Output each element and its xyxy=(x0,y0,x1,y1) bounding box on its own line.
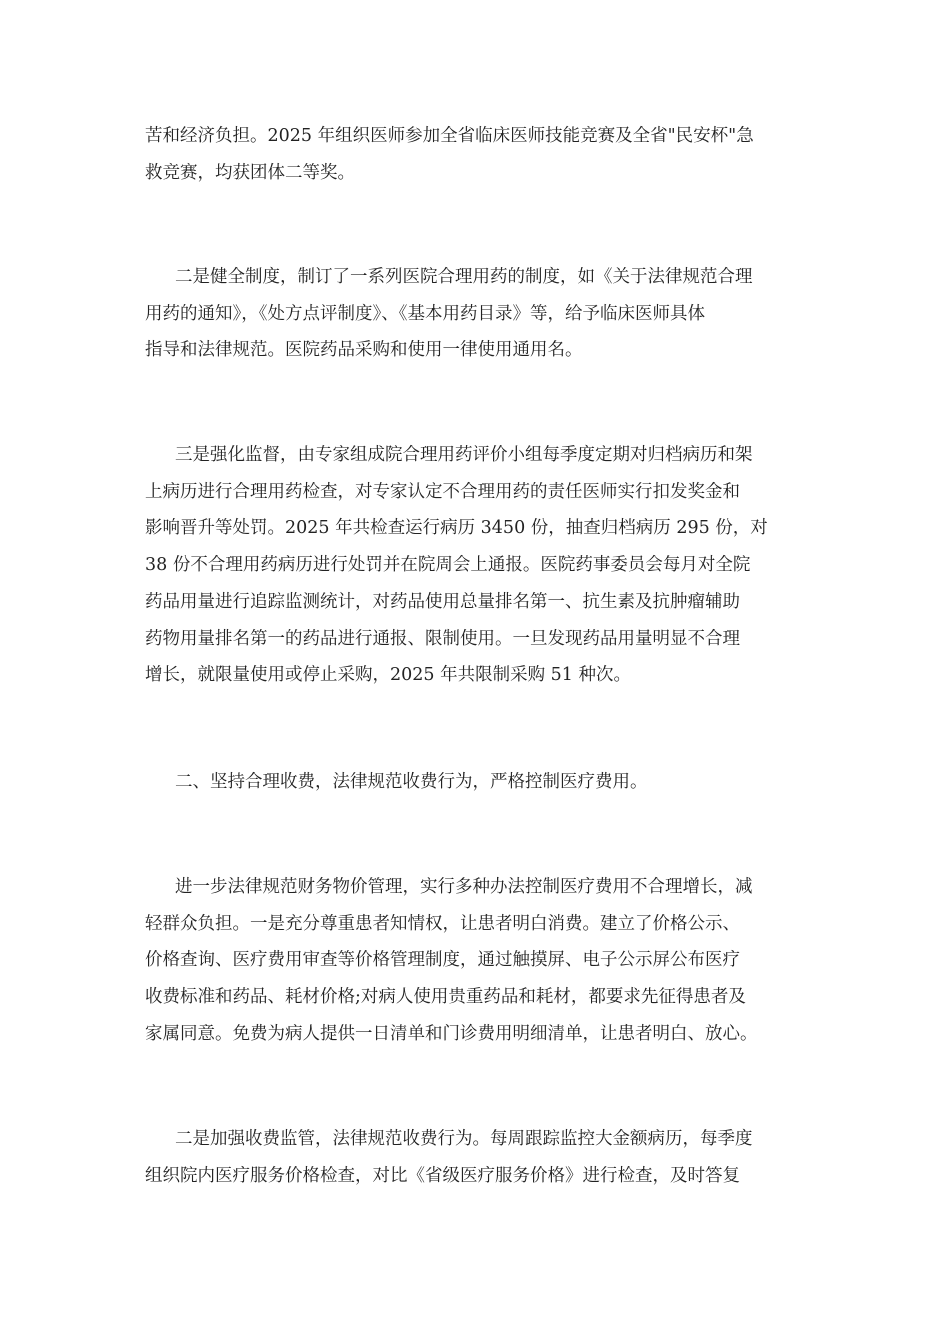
paragraph-2 xyxy=(145,259,810,369)
text-line: 二是加强收费监管，法律规范收费行为。每周跟踪监控大金额病历，每季度 xyxy=(175,1129,753,1149)
text-line: 组织院内医疗服务价格检查，对比《省级医疗服务价格》进行检查，及时答复 xyxy=(145,1165,740,1186)
text-line: 轻群众负担。一是充分尊重患者知情权，让患者明白消费。建立了价格公示、 xyxy=(145,913,740,934)
text-line: 影响晋升等处罚。2025 年共检查运行病历 3450 份，抽查归档病历 295 份，对 xyxy=(145,518,768,539)
paragraph-3 xyxy=(145,437,810,694)
text-line: 上病历进行合理用药检查，对专家认定不合理用药的责任医师实行扣发奖金和 xyxy=(145,481,740,502)
text-line: 用药的通知》，《处方点评制度》、《基本用药目录》等，给予临床医师具体 xyxy=(145,303,705,324)
text-line: 增长，就限量使用或停止采购，2025 年共限制采购 51 种次。 xyxy=(145,665,631,686)
text-line: 二、坚持合理收费，法律规范收费行为，严格控制医疗费用。 xyxy=(175,772,648,792)
text-line: 38 份不合理用药病历进行处罚并在院周会上通报。医院药事委员会每月对全院 xyxy=(145,555,751,576)
text-line: 指导和法律规范。医院药品采购和使用一律使用通用名。 xyxy=(145,340,583,361)
section-heading xyxy=(145,764,810,801)
paragraph-1 xyxy=(145,118,810,191)
text-line: 家属同意。免费为病人提供一日清单和门诊费用明细清单，让患者明白、放心。 xyxy=(145,1023,758,1044)
text-line: 三是强化监督，由专家组成院合理用药评价小组每季度定期对归档病历和架 xyxy=(175,445,753,465)
text-line: 二是健全制度，制订了一系列医院合理用药的制度，如《关于法律规范合理 xyxy=(175,267,753,287)
text-line: 苦和经济负担。2025 年组织医师参加全省临床医师技能竞赛及全省"民安杯"急 xyxy=(145,126,754,146)
paragraph-5 xyxy=(145,1121,810,1194)
text-line: 救竞赛，均获团体二等奖。 xyxy=(145,162,355,183)
text-line: 进一步法律规范财务物价管理，实行多种办法控制医疗费用不合理增长，减 xyxy=(175,877,753,897)
text-line: 药物用量排名第一的药品进行通报、限制使用。一旦发现药品用量明显不合理 xyxy=(145,628,740,649)
text-line: 价格查询、医疗费用审查等价格管理制度，通过触摸屏、电子公示屏公布医疗 xyxy=(145,950,740,971)
text-line: 收费标准和药品、耗材价格;对病人使用贵重药品和耗材，都要求先征得患者及 xyxy=(145,987,746,1008)
text-line: 药品用量进行追踪监测统计，对药品使用总量排名第一、抗生素及抗肿瘤辅助 xyxy=(145,591,740,612)
paragraph-4 xyxy=(145,869,810,1053)
